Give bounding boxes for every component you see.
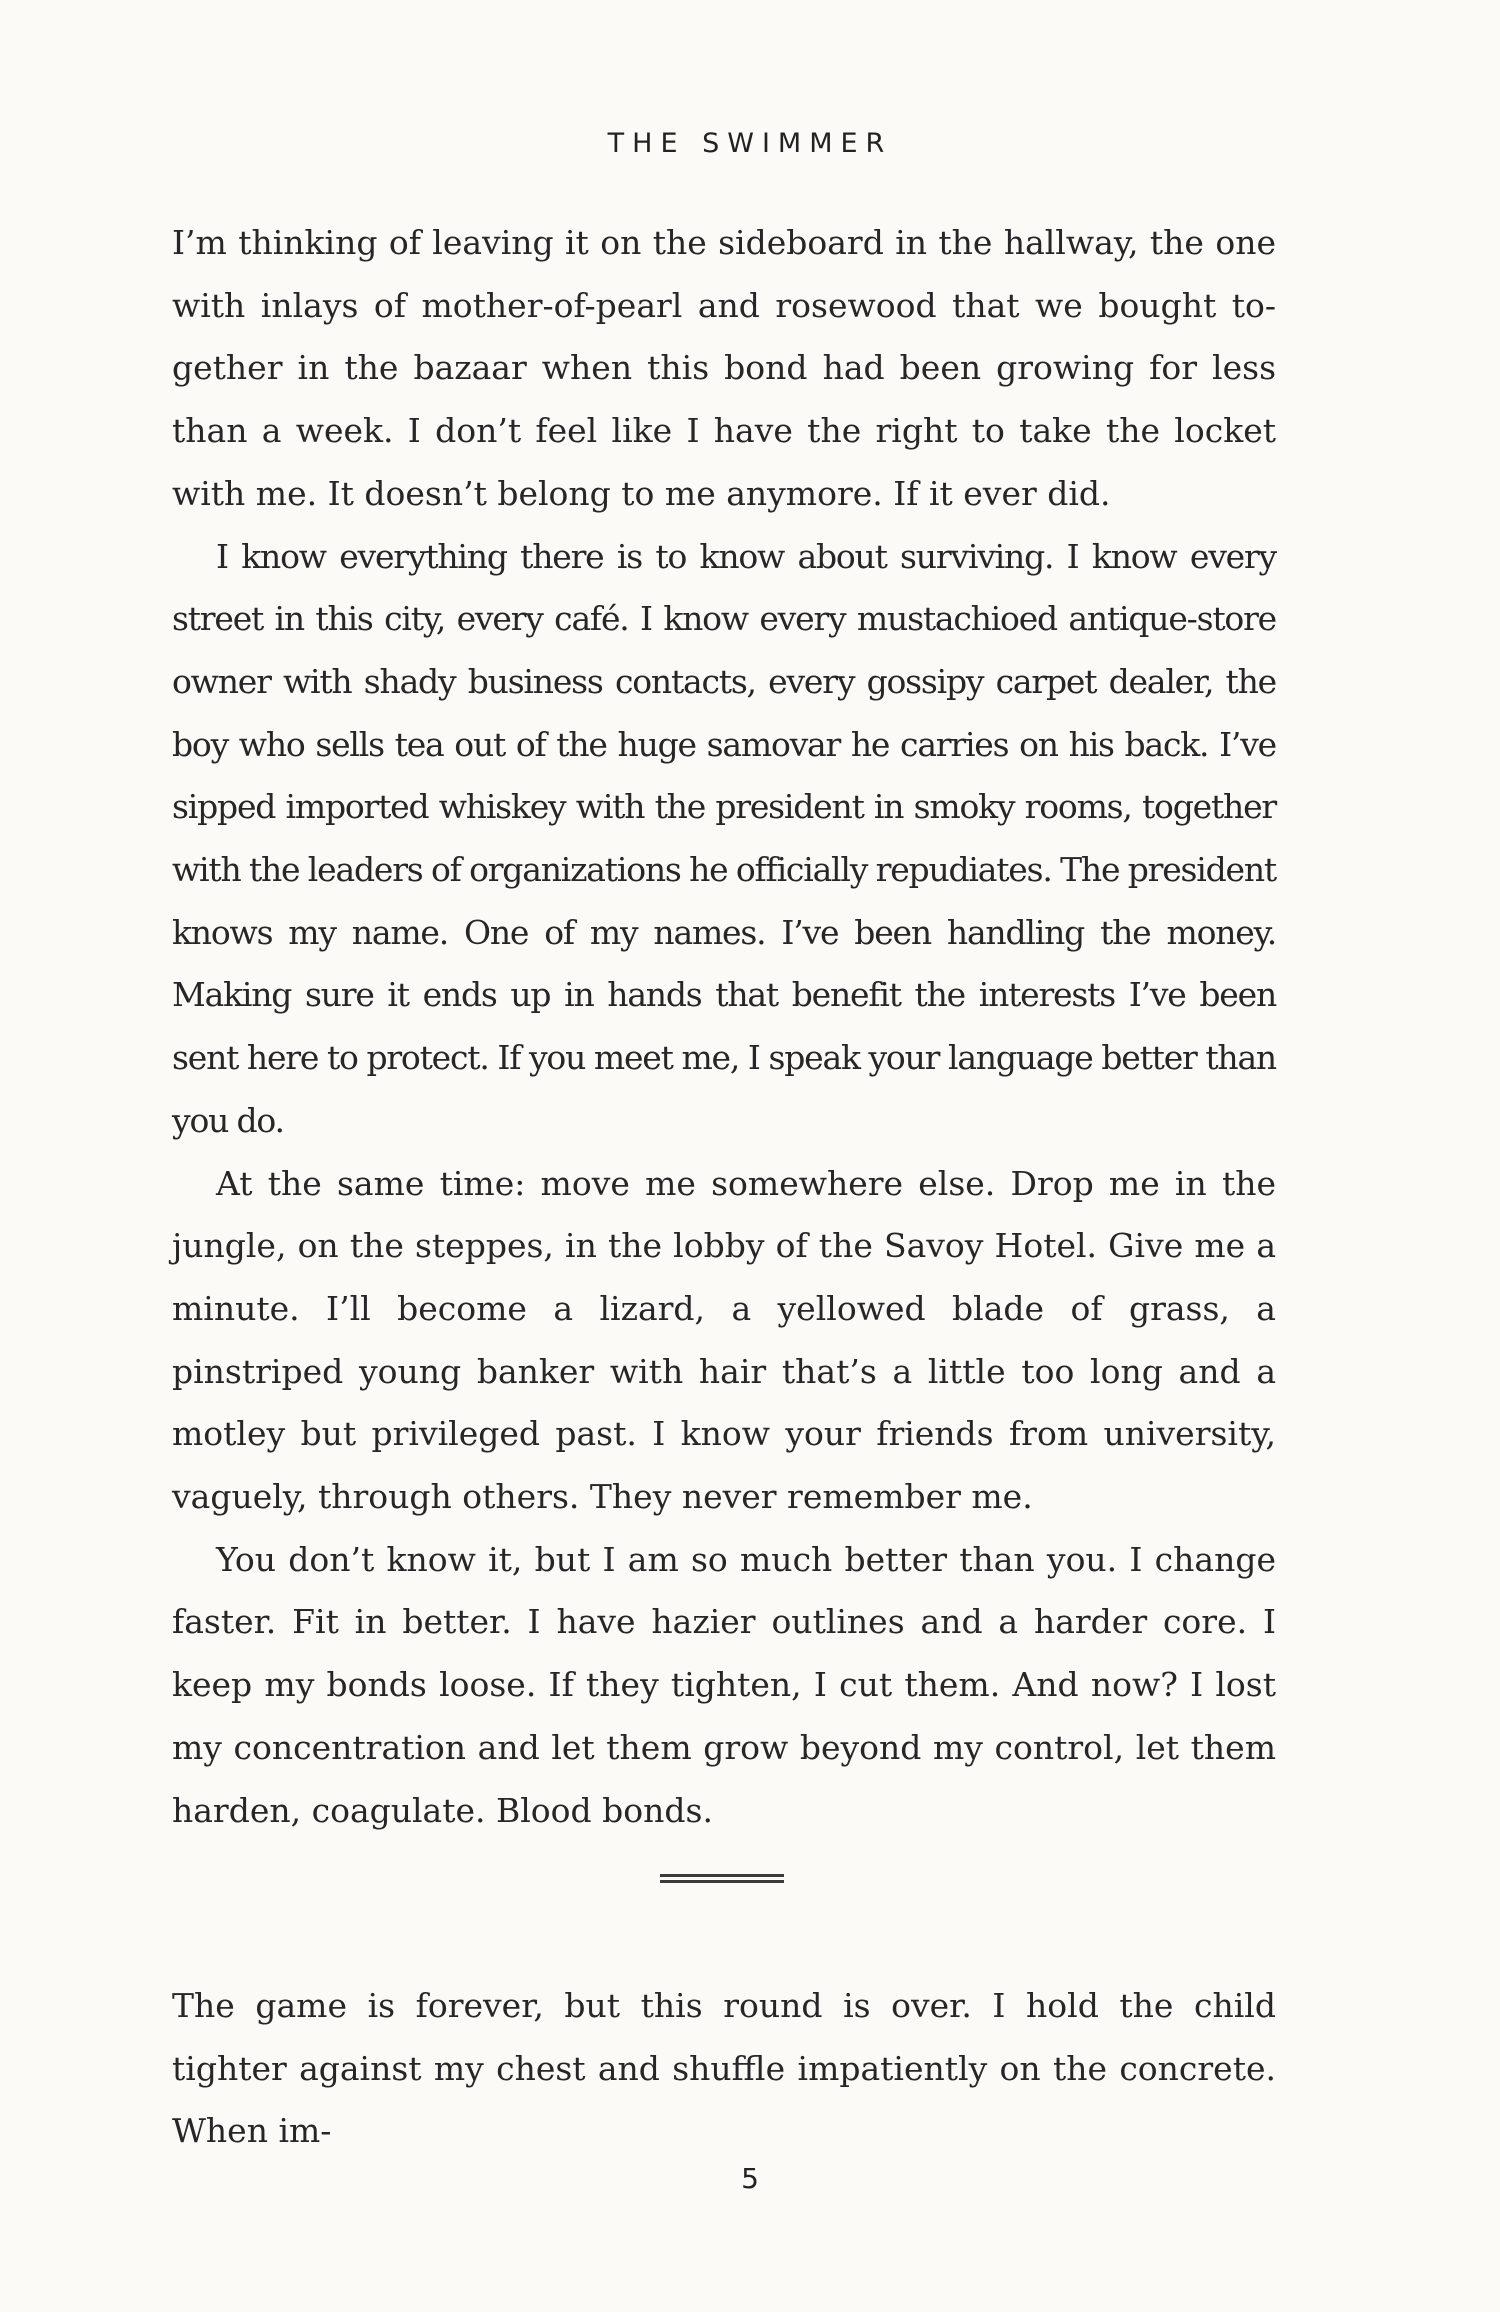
paragraph-2: I know everything there is to know about surviving. I know every street in this city, every café. I know every mustachioed antique-store owner with shady business contacts, every gossipy carpet dealer, the boy who sells tea out of the huge samovar he carries on his back. I’ve sipped imported whiskey with the president in smoky rooms, together with the leaders of organizations he officially repudiates. The president knows my name. One of my names. I’ve been handling the money. Making sure it ends up in hands that benefit the interests I’ve been sent here to protect. If you meet me, I speak your language better than you do. [172,536,1276,1140]
section-two [172,1975,1276,2163]
paragraph-1: I’m thinking of leaving it on the sideboard in the hallway, the one with inlays of mother-of-pearl and rosewood that we bought together in the bazaar when this bond had been growing for less than a week. I don’t feel like I have the right to take the locket with me. It doesn’t belong to me anymore. If it ever did. [172,223,1276,513]
section-break-rule-bottom [660,1880,784,1883]
section-one [172,212,1276,1842]
page-number: 5 [741,2162,759,2195]
paragraph-3: At the same time: move me somewhere else. Drop me in the jungle, on the steppes, in the lobby of the Savoy Hotel. Give me a minute. I’ll become a lizard, a yellowed blade of grass, a pinstriped young banker with hair that’s a little too long and a motley but privileged past. I know your friends from university, vaguely, through others. They never remember me. [172,1163,1276,1517]
section-break-rule-top [660,1874,784,1877]
running-head: THE SWIMMER [607,128,893,159]
paragraph-5: The game is forever, but this round is over. I hold the child tighter against my chest and shuffle impatiently on the concrete. When im- [172,1986,1276,2151]
section-break-ornament [660,1874,784,1884]
paragraph-4: You don’t know it, but I am so much better than you. I change faster. Fit in better. I have hazier outlines and a harder core. I keep my bonds loose. If they tighten, I cut them. And now? I lost my concentration and let them grow beyond my control, let them harden, coagulate. Blood bonds. [172,1539,1276,1830]
